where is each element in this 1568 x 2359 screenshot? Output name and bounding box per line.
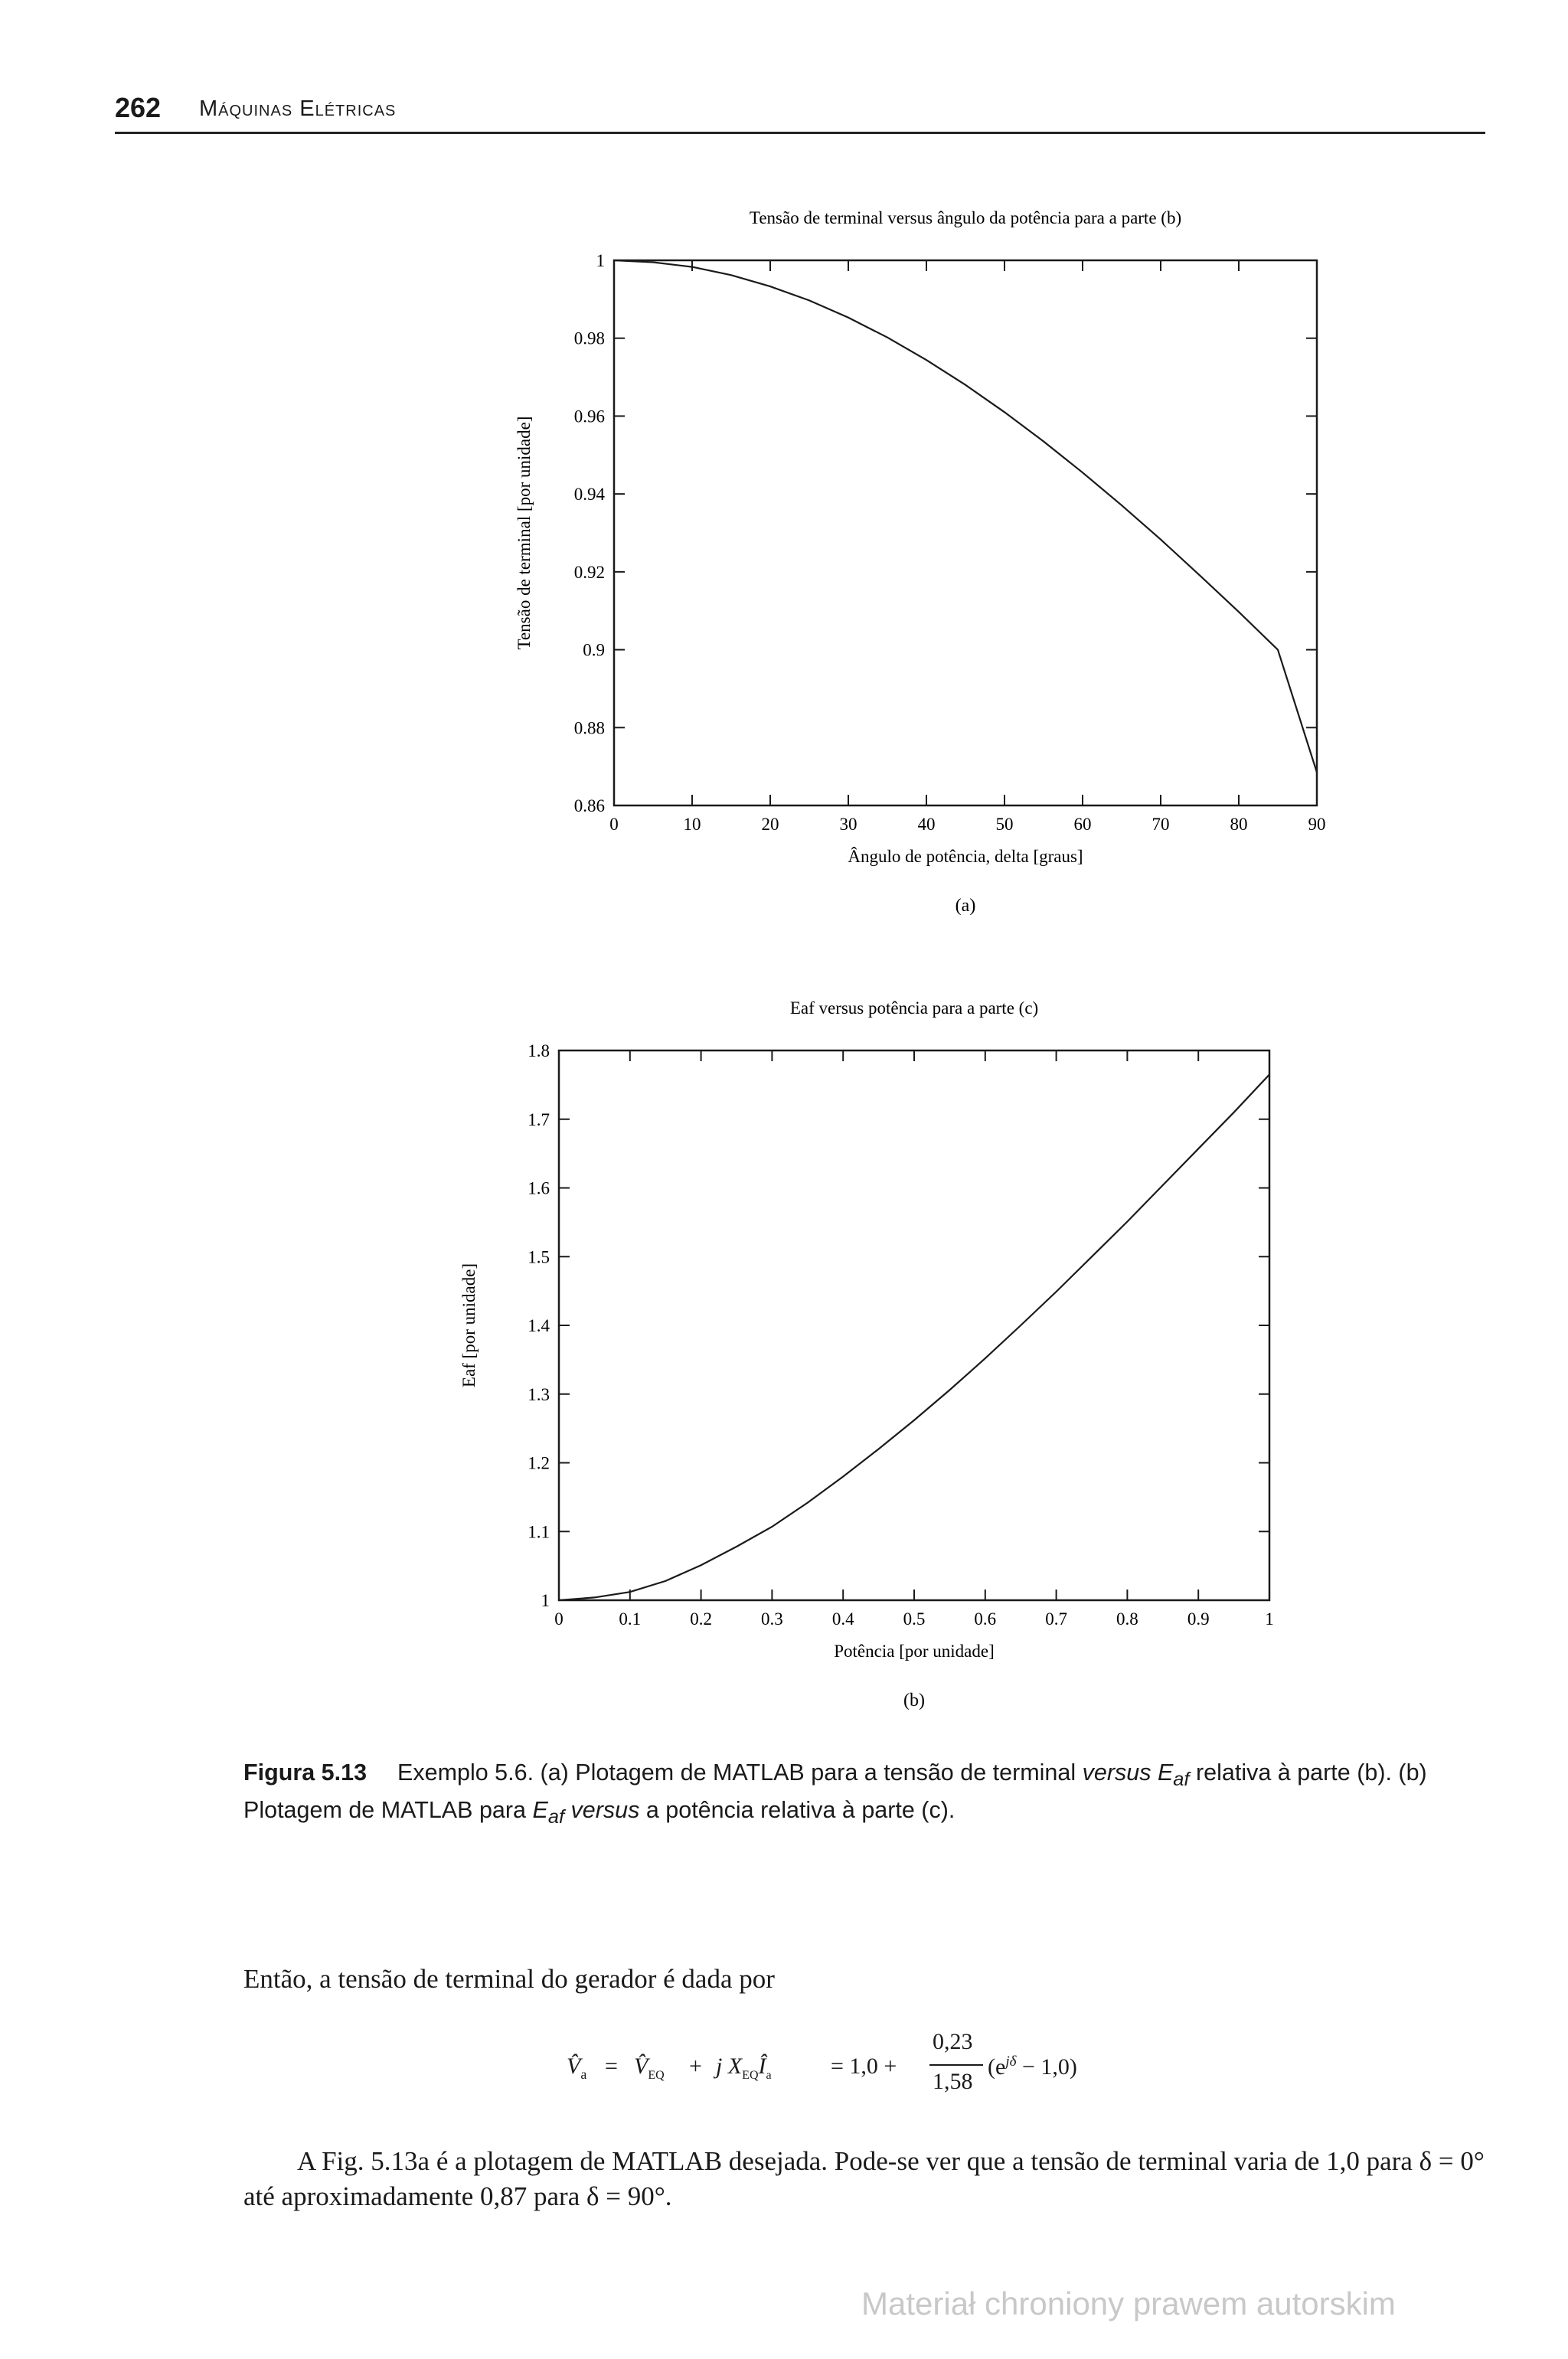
chart-b-y-tick-label: 1.1: [528, 1522, 550, 1542]
chart-b-series-line: [559, 1074, 1269, 1600]
book-title: Máquinas Elétricas: [199, 96, 397, 121]
caption-versus-2: versus: [570, 1797, 640, 1824]
page-number: 262: [115, 92, 162, 123]
eq-i: Î: [758, 2054, 766, 2079]
chart-a-x-tick-label: 70: [1152, 815, 1170, 834]
chart-a-x-tick-label: 80: [1230, 815, 1248, 834]
chart-b-x-tick-label: 0.6: [974, 1609, 997, 1629]
chart-a-x-tick-label: 50: [995, 815, 1014, 834]
chart-b-y-axis-label: Eaf [por unidade]: [459, 1263, 479, 1388]
chart-b-plot-frame: [559, 1050, 1269, 1600]
eq-fraction-bar: [929, 2064, 983, 2066]
figure-label: Figura 5.13: [243, 1759, 368, 1786]
chart-b-y-tick-label: 1.7: [528, 1109, 550, 1129]
eq-x-sub: EQ: [742, 2069, 759, 2082]
caption-text-3: a potência relativa à parte (c).: [645, 1797, 956, 1824]
chart-b-y-tick-label: 1.6: [528, 1178, 550, 1198]
chart-a-y-tick-label: 0.88: [573, 718, 605, 738]
eq-exp-sup: jδ: [1005, 2054, 1017, 2070]
chart-b-x-tick-label: 0.8: [1116, 1609, 1138, 1629]
chart-a-y-tick-label: 0.9: [583, 640, 605, 660]
eq-exp-open: (e: [988, 2054, 1006, 2080]
chart-a-x-axis-label: Ângulo de potência, delta [graus]: [848, 847, 1083, 866]
chart-b-x-tick-label: 0.5: [903, 1609, 926, 1629]
chart-a-x-tick-label: 60: [1073, 815, 1092, 834]
chart-b-y-tick-label: 1.5: [528, 1247, 550, 1267]
chart-a-x-tick-label: 0: [609, 815, 619, 834]
chart-a-y-axis-label: Tensão de terminal [por unidade]: [514, 416, 534, 650]
eq-va-sub: a: [580, 2067, 587, 2082]
chart-b-y-tick-label: 1.3: [528, 1384, 550, 1404]
figure-caption: [243, 1757, 1499, 1832]
chart-a-x-tick-label: 30: [839, 815, 858, 834]
eq-plus: +: [689, 2054, 702, 2079]
caption-eaf-sub-2: af: [547, 1806, 565, 1828]
watermark: Materiał chroniony prawem autorskim: [861, 2285, 1396, 2321]
chart-b-x-tick-label: 0.1: [619, 1609, 642, 1629]
chart-b-x-tick-label: 0.9: [1187, 1609, 1210, 1629]
caption-eaf: E: [1157, 1759, 1174, 1786]
caption-text-2: relativa à parte (b). (b) Plotagem de MATLAB para: [243, 1759, 1427, 1824]
chart-a-sublabel: (a): [955, 896, 976, 916]
eq-va: V̂: [567, 2054, 581, 2079]
caption-eaf-2: E: [532, 1797, 548, 1824]
chart-a-y-tick-label: 0.96: [573, 407, 605, 426]
caption-versus: versus: [1082, 1759, 1152, 1786]
chart-b-y-tick-label: 1.4: [528, 1316, 550, 1335]
eq-exp-close: − 1,0): [1021, 2054, 1077, 2080]
chart-b-x-tick-label: 0.2: [690, 1609, 712, 1629]
eq-numerator: 0,23: [933, 2029, 973, 2054]
chart-a-y-tick-label: 0.98: [573, 328, 605, 348]
eq-equals-1: =: [605, 2054, 618, 2079]
chart-b-y-tick-label: 1: [541, 1591, 550, 1610]
chart-a-x-tick-label: 90: [1308, 815, 1326, 834]
body-paragraph-1: Então, a tensão de terminal do gerador é dada por: [243, 1964, 775, 1994]
chart-a-title: Tensão de terminal versus ângulo da potência para a parte (b): [749, 208, 1182, 227]
eq-veq-sub: EQ: [648, 2069, 665, 2082]
equation: [567, 2029, 1256, 2113]
eq-i-sub: a: [766, 2069, 772, 2082]
chart-b-x-tick-label: 0.3: [761, 1609, 783, 1629]
chart-a-y-tick-label: 0.92: [573, 562, 605, 582]
chart-b-x-tick-label: 1: [1265, 1609, 1274, 1629]
eq-x: X: [727, 2054, 743, 2079]
eq-denominator: 1,58: [933, 2069, 973, 2094]
chart-b-x-tick-label: 0.4: [831, 1609, 854, 1629]
chart-a-x-tick-label: 10: [683, 815, 701, 834]
chart-a-x-tick-label: 40: [917, 815, 936, 834]
caption-text-1: Exemplo 5.6. (a) Plotagem de MATLAB para a tensão de terminal: [397, 1759, 1076, 1786]
chart-b-x-tick-label: 0.7: [1045, 1609, 1067, 1629]
eq-equals-2: = 1,0 +: [831, 2054, 897, 2079]
chart-a-y-tick-label: 0.94: [573, 485, 605, 505]
chart-b-y-tick-label: 1.2: [528, 1453, 550, 1473]
chart-b-x-axis-label: Potência [por unidade]: [834, 1642, 995, 1661]
chart-b-title: Eaf versus potência para a parte (c): [789, 998, 1039, 1018]
chart-b-y-tick-label: 1.8: [528, 1041, 550, 1060]
chart-a-y-tick-label: 1: [596, 251, 605, 270]
chart-a-x-tick-label: 20: [761, 815, 779, 834]
eq-j: j: [716, 2054, 723, 2079]
chart-a-y-tick-label: 0.86: [573, 796, 605, 815]
body-paragraph-2: A Fig. 5.13a é a plotagem de MATLAB desejada. Pode-se ver que a tensão de terminal varia de 1,0 para δ = 0° até aproximadamente 0,87 para δ = 90°.: [243, 2146, 1485, 2211]
chart-b-x-tick-label: 0: [554, 1609, 564, 1629]
chart-b-sublabel: (b): [903, 1691, 925, 1710]
caption-eaf-sub: af: [1173, 1769, 1190, 1791]
eq-veq: V̂: [634, 2054, 648, 2079]
